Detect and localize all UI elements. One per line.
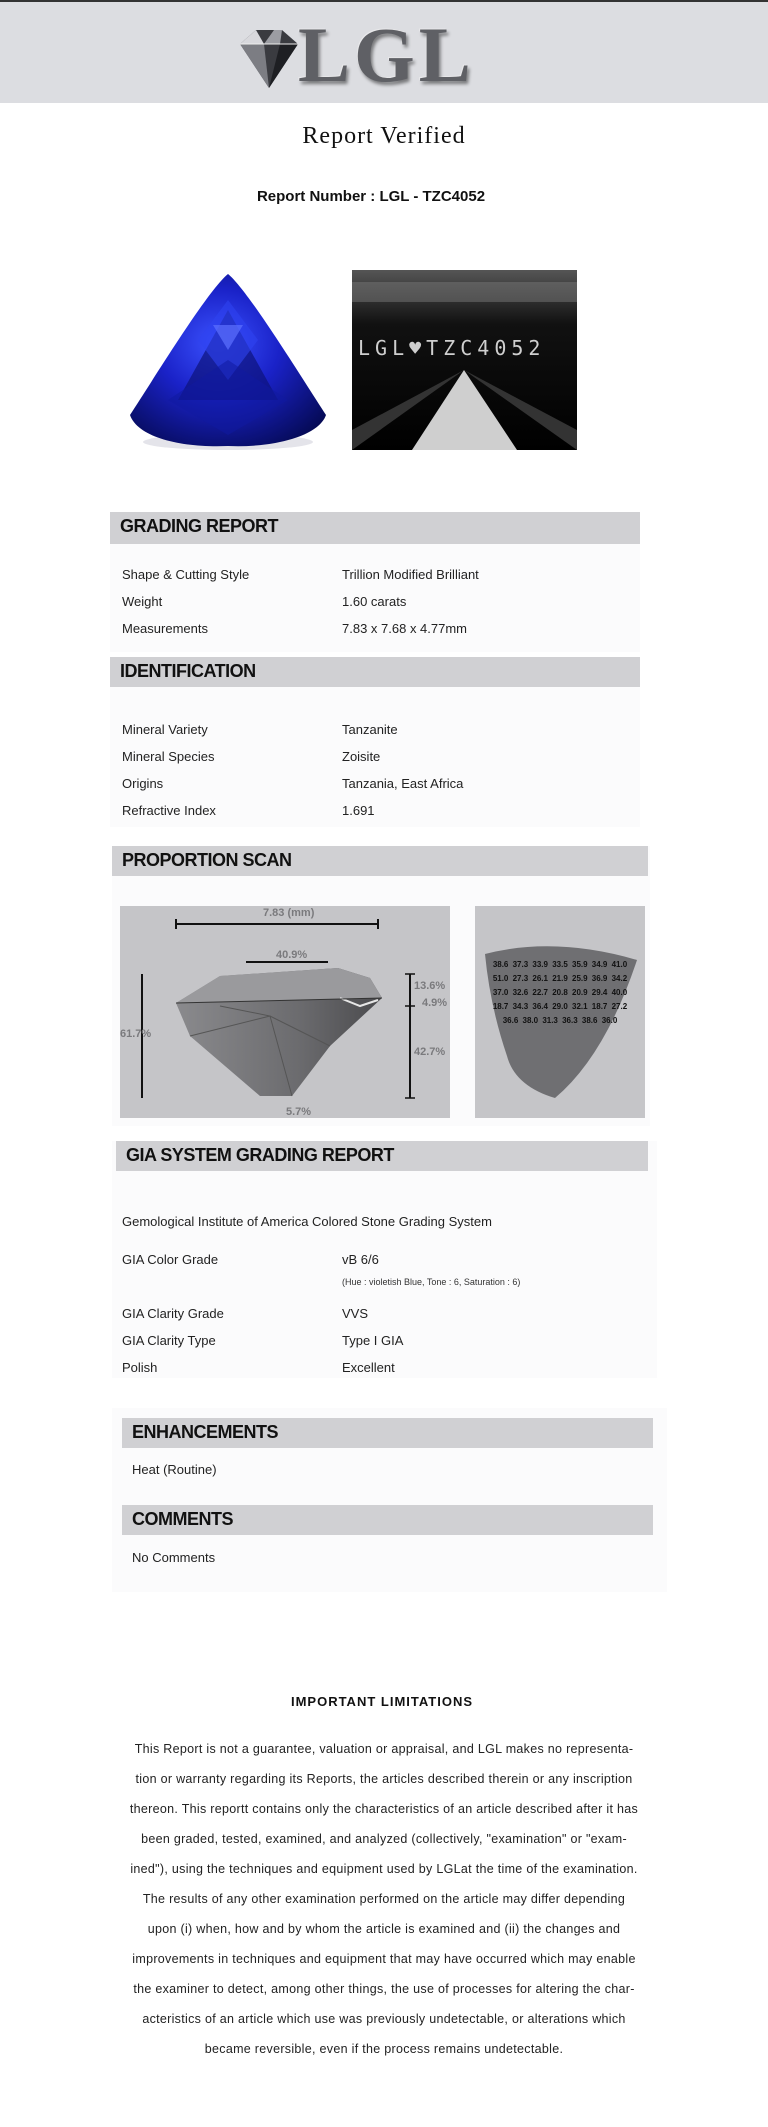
grading-value: Trillion Modified Brilliant [342, 567, 479, 582]
grading-label: Weight [122, 594, 163, 609]
identification-label: Origins [122, 776, 164, 791]
facet-value: 32.1 [572, 1002, 592, 1011]
identification-label: Mineral Variety [122, 722, 208, 737]
diamond-icon [234, 26, 304, 92]
facet-value: 38.6 [492, 960, 513, 969]
inscription-text: LGL♥TZC4052 [358, 336, 546, 360]
gia-value: VVS [342, 1306, 369, 1321]
facet-value: 22.7 [532, 988, 553, 997]
grading-value: 7.83 x 7.68 x 4.77mm [342, 621, 468, 636]
identification-value: Zoisite [342, 749, 381, 764]
identification-value: 1.691 [342, 803, 375, 818]
facet-value: 40.0 [611, 988, 628, 997]
proportion-heading: PROPORTION SCAN [122, 850, 292, 870]
facet-value: 29.0 [552, 1002, 572, 1011]
facet-value: 33.9 [532, 960, 553, 969]
facet-value: 21.9 [552, 974, 572, 983]
pavilion-percentage: 42.7% [414, 1046, 446, 1058]
limitations-heading: IMPORTANT LIMITATIONS [290, 1694, 474, 1709]
culet-percentage: 5.7% [286, 1106, 312, 1118]
facet-value: 34.2 [611, 974, 628, 983]
limitations-line: ined"), using the techniques and equipment used by LGLat the time of the examination. [130, 1862, 638, 1876]
limitations-line: acteristics of an article which use was previously undetectable, or alterations which [142, 2012, 626, 2026]
crown-percentage: 13.6% [414, 980, 446, 992]
facet-value: 25.9 [572, 974, 592, 983]
facet-value: 38.0 [522, 1016, 543, 1025]
gemstone-photo [128, 270, 328, 455]
facet-value: 35.9 [572, 960, 592, 969]
facet-value: 41.0 [611, 960, 628, 969]
facet-value: 36.6 [502, 1016, 523, 1025]
table-percentage: 40.9% [276, 949, 308, 961]
limitations-text [114, 1734, 654, 2064]
identification-label: Mineral Species [122, 749, 215, 764]
facet-value: 36.9 [591, 974, 612, 983]
facet-value: 27.3 [512, 974, 533, 983]
report-number: Report Number : LGL - TZC4052 [256, 188, 486, 205]
identification-heading-bar [110, 657, 640, 687]
facet-value: 34.3 [512, 1002, 533, 1011]
identification-heading: IDENTIFICATION [120, 661, 256, 681]
facet-scan [475, 906, 645, 1118]
gia-label: GIA Clarity Grade [122, 1306, 224, 1321]
enhancements-heading-bar [122, 1418, 653, 1448]
facet-value: 33.5 [552, 960, 572, 969]
grading-value: 1.60 carats [342, 594, 407, 609]
limitations-line: tion or warranty regarding its Reports, the articles described therein or any inscription [135, 1772, 633, 1786]
lgl-logo[interactable] [234, 11, 490, 98]
gia-heading: GIA SYSTEM GRADING REPORT [126, 1145, 394, 1165]
limitations-line: became reversible, even if the process remains undetectable. [204, 2042, 564, 2056]
proportion-heading-bar [112, 846, 648, 876]
logo-text: LGL [298, 11, 475, 98]
width-label: 7.83 (mm) [263, 907, 315, 919]
limitations-line: the examiner to detect, among other things, the use of processes for altering the char- [133, 1982, 635, 1996]
enhancements-value: Heat (Routine) [132, 1462, 217, 1477]
inscription-photo [352, 270, 577, 450]
limitations-line: This Report is not a guarantee, valuation or appraisal, and LGL makes no representa- [134, 1742, 634, 1756]
comments-value: No Comments [132, 1550, 216, 1565]
limitations-line: The results of any other examination performed on the article may differ depending [142, 1892, 626, 1906]
gia-label: Polish [122, 1360, 158, 1375]
facet-value: 37.0 [492, 988, 513, 997]
facet-value: 27.2 [611, 1002, 628, 1011]
grading-label: Shape & Cutting Style [122, 567, 250, 582]
facet-value: 31.3 [542, 1016, 563, 1025]
identification-value: Tanzania, East Africa [342, 776, 464, 791]
enhancements-heading: ENHANCEMENTS [132, 1422, 279, 1442]
grading-heading: GRADING REPORT [120, 516, 279, 536]
limitations-line: been graded, tested, examined, and analyzed (collectively, "examination" or "exam- [141, 1832, 627, 1846]
header-banner [0, 2, 768, 103]
facet-value: 51.0 [492, 974, 513, 983]
gia-value: Excellent [342, 1360, 395, 1375]
facet-value: 36.4 [532, 1002, 553, 1011]
facet-value: 20.9 [572, 988, 592, 997]
gia-color-label: GIA Color Grade [122, 1252, 219, 1267]
comments-heading: COMMENTS [132, 1509, 233, 1529]
gia-color-note: (Hue : violetish Blue, Tone : 6, Saturation : 6) [342, 1277, 521, 1287]
facet-value: 32.6 [512, 988, 533, 997]
facet-value: 37.3 [512, 960, 533, 969]
depth-percentage: 61.7% [120, 1028, 152, 1040]
girdle-percentage: 4.9% [422, 997, 448, 1009]
facet-value: 20.8 [552, 988, 572, 997]
facet-value: 26.1 [532, 974, 553, 983]
gia-system-name: Gemological Institute of America Colored Stone Grading System [122, 1214, 492, 1229]
facet-value: 34.9 [591, 960, 612, 969]
limitations-line: upon (i) when, how and by whom the article is examined and (ii) the changes and [147, 1922, 621, 1936]
gia-label: GIA Clarity Type [122, 1333, 216, 1348]
page-title: Report Verified [302, 123, 466, 149]
grading-heading-bar [110, 512, 640, 544]
facet-value: 29.4 [591, 988, 612, 997]
gia-color-value: vB 6/6 [342, 1252, 379, 1267]
facet-value: 18.7 [591, 1002, 612, 1011]
facet-value: 36.0 [601, 1016, 618, 1025]
profile-scan [120, 906, 450, 1118]
facet-values [485, 958, 635, 1028]
limitations-line: thereon. This reportt contains only the characteristics of an article described after it has [129, 1802, 639, 1816]
comments-heading-bar [122, 1505, 653, 1535]
gia-heading-bar [116, 1141, 648, 1171]
gia-value: Type I GIA [342, 1333, 404, 1348]
identification-value: Tanzanite [342, 722, 398, 737]
facet-value: 36.3 [562, 1016, 582, 1025]
identification-label: Refractive Index [122, 803, 216, 818]
limitations-line: improvements in techniques and equipment that may have occurred which may enable [132, 1952, 636, 1966]
facet-value: 18.7 [492, 1002, 513, 1011]
grading-label: Measurements [122, 621, 208, 636]
facet-value: 38.6 [581, 1016, 602, 1025]
